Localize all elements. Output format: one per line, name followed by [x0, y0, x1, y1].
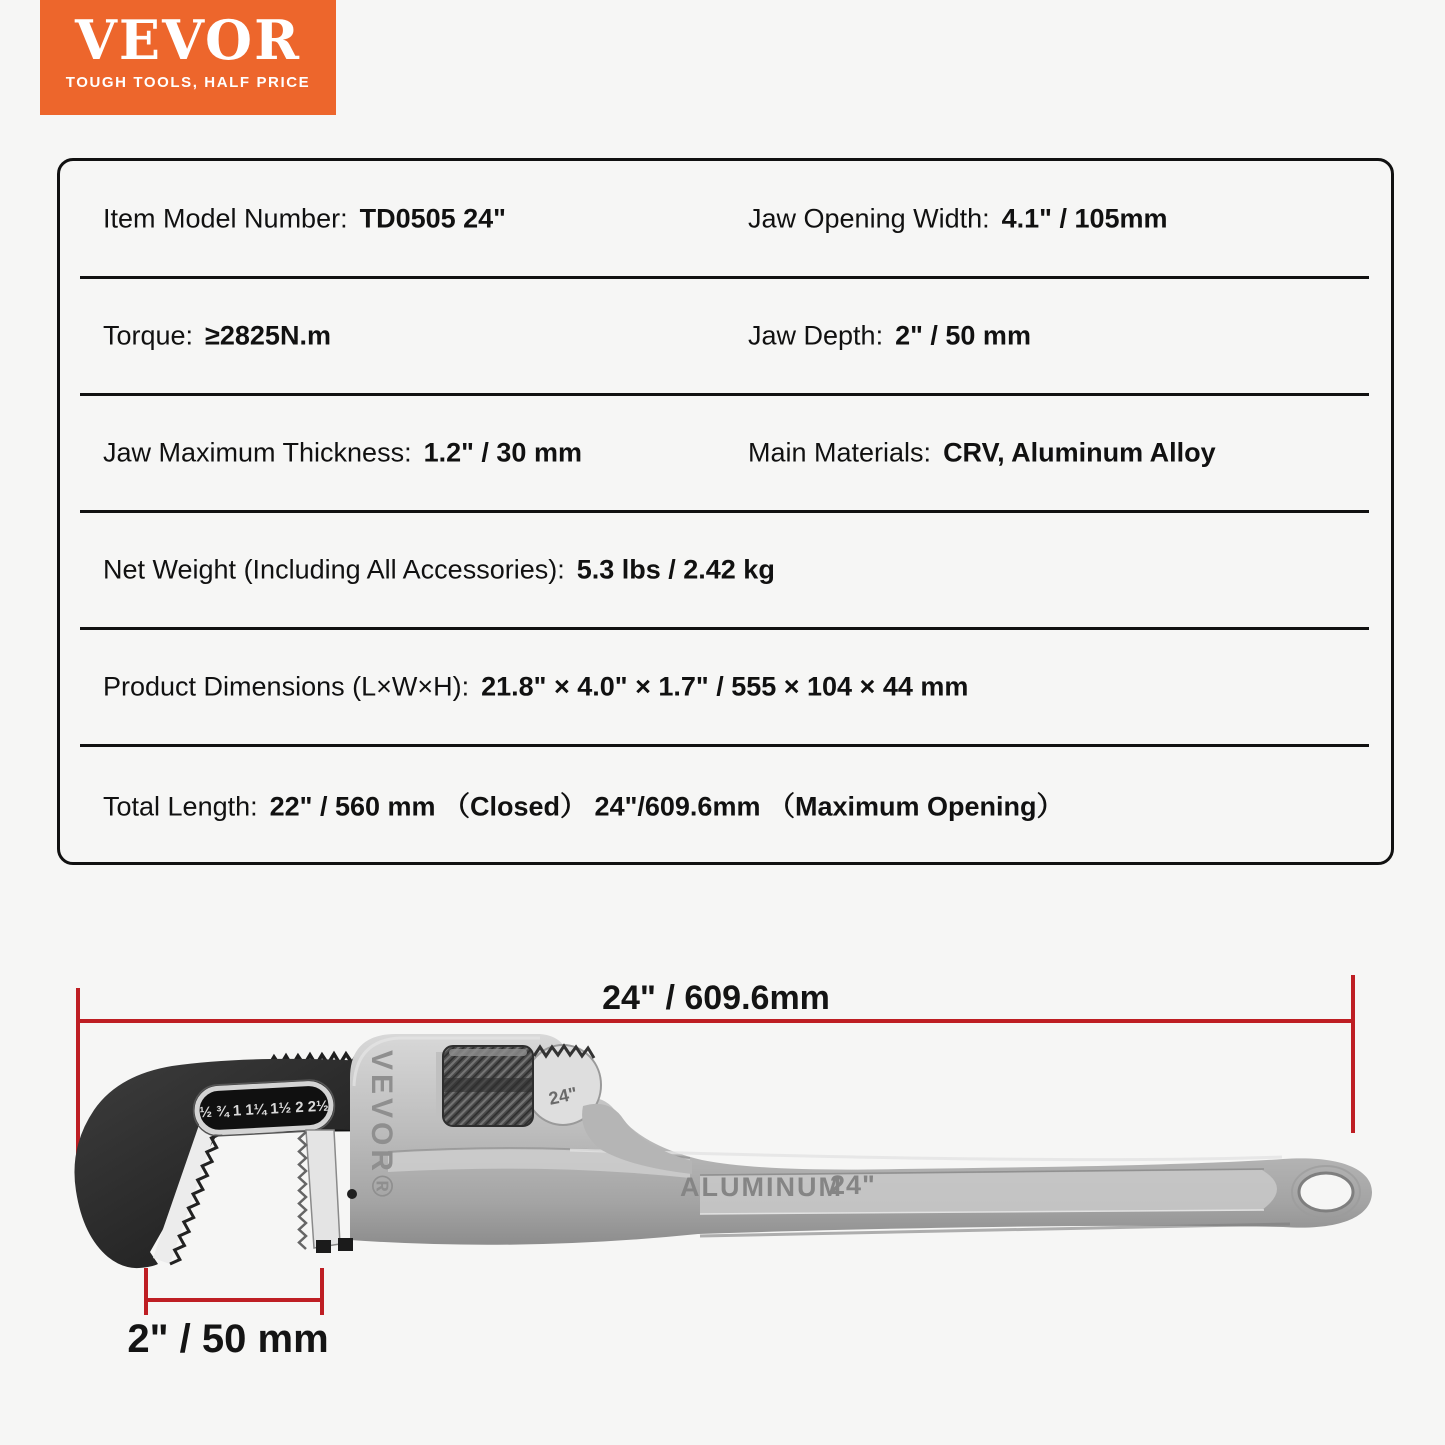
spec-label: Torque: — [103, 320, 194, 351]
nut-size-stamp: 24" — [546, 1083, 580, 1109]
nut-top-highlight — [449, 1049, 527, 1056]
spec-value: 5.3 lbs / 2.42 kg — [576, 554, 775, 585]
heel-tab — [338, 1238, 353, 1251]
spec-label: Jaw Maximum Thickness: — [103, 437, 412, 468]
spec-row-model — [60, 161, 1391, 278]
spec-value: ≥2825N.m — [205, 320, 331, 351]
heel-jaw-teeth — [299, 1132, 306, 1249]
spec-cell — [103, 321, 331, 352]
pipe-wrench-illustration — [74, 1034, 1372, 1268]
spec-value: CRV, Aluminum Alloy — [943, 437, 1216, 468]
wrench-handle-material-text: ALUMINUM — [680, 1172, 843, 1202]
spec-table — [57, 158, 1394, 865]
spec-cell — [103, 671, 968, 702]
spec-label: Item Model Number: — [103, 203, 348, 234]
nut-band — [443, 1078, 533, 1092]
total-length-dimension-label: 24" / 609.6mm — [602, 979, 830, 1017]
spec-value: 2" / 50 mm — [895, 320, 1031, 351]
spec-value: 1.2" / 30 mm — [423, 437, 582, 468]
wrench-brand-text: VEVOR® — [365, 1050, 398, 1202]
jaw-depth-dimension-label: 2" / 50 mm — [127, 1317, 329, 1361]
spec-row-net-weight — [60, 511, 1391, 628]
pivot-pin — [347, 1189, 357, 1199]
scale-plate-markings: ½ ¾ 1 1¼ 1½ 2 2½ — [199, 1097, 330, 1122]
spec-label: Jaw Depth: — [748, 320, 884, 351]
spec-cell — [103, 438, 582, 469]
spec-label: Total Length: — [103, 791, 258, 822]
spec-value: TD0505 24" — [359, 203, 506, 234]
spec-label: Main Materials: — [748, 437, 932, 468]
spec-cell — [748, 438, 1216, 469]
spec-row-total-length — [60, 745, 1391, 862]
spec-value: 21.8" × 4.0" × 1.7" / 555 × 104 × 44 mm — [481, 671, 969, 702]
jaw-depth-dimension-line — [146, 1268, 322, 1315]
spec-cell — [748, 204, 1168, 235]
heel-jaw — [306, 1130, 340, 1248]
spec-label: Net Weight (Including All Accessories): — [103, 554, 565, 585]
spec-cell — [748, 321, 1031, 352]
spec-value: 22" / 560 mm （Closed） 24"/609.6mm （Maximum Opening） — [269, 791, 1064, 822]
wrench-handle-size-text: 24" — [830, 1170, 876, 1200]
spec-value: 4.1" / 105mm — [1001, 203, 1168, 234]
brand-tagline: TOUGH TOOLS, HALF PRICE — [65, 74, 311, 91]
spec-cell — [103, 204, 506, 235]
spec-label: Product Dimensions (L×W×H): — [103, 671, 470, 702]
spec-cell — [103, 784, 1064, 823]
eye-hole-icon — [1299, 1173, 1353, 1211]
spec-cell — [103, 554, 775, 585]
spec-row-jaw-thickness — [60, 395, 1391, 512]
spec-row-dimensions — [60, 628, 1391, 745]
vevor-logo — [40, 0, 336, 115]
heel-tab — [316, 1240, 331, 1253]
wrench-dimension-diagram — [0, 930, 1445, 1445]
spec-row-torque — [60, 278, 1391, 395]
scale-plate — [192, 1079, 335, 1137]
brand-name: VEVOR — [75, 8, 301, 72]
spec-label: Jaw Opening Width: — [748, 203, 990, 234]
